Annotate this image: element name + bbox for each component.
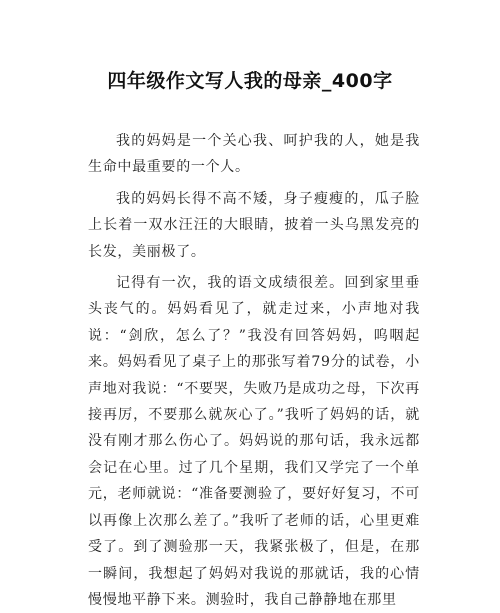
paragraph-2: 我的妈妈长得不高不矮，身子瘦瘦的，瓜子脸上长着一双水汪汪的大眼睛，披着一头乌黑发亮的长发，美丽极了。 bbox=[88, 190, 420, 260]
article-body bbox=[88, 128, 420, 613]
paragraph-1: 我的妈妈是一个关心我、呵护我的人，她是我生命中最重要的一个人。 bbox=[88, 133, 420, 176]
paragraph-3: 记得有一次，我的语文成绩很差。回到家里垂头丧气的。妈妈看见了，就走过来，小声地对我说：“剑欣，怎么了？”我没有回答妈妈，呜咽起来。妈妈看见了桌子上的那张写着79分的试卷，小声地对我说：“不要哭，失败乃是成功之母，下次再接再厉，不要那么就灰心了。”我听了妈妈的话，就没有刚才那么伤心了。妈妈说的那句话，我永远都会记在心里。过了几个星期，我们又学完了一个单元，老师就说：“准备要测验了，要好好复习，不可以再像上次那么差了。”我听了老师的话，心里更难受了。到了测验那一天，我紧张极了，但是，在那一瞬间，我想起了妈妈对我说的那就话，我的心情慢慢地平静下来。测验时，我自己静静地在那里 bbox=[88, 275, 420, 608]
page-title: 四年级作文写人我的母亲_400字 bbox=[107, 70, 393, 92]
